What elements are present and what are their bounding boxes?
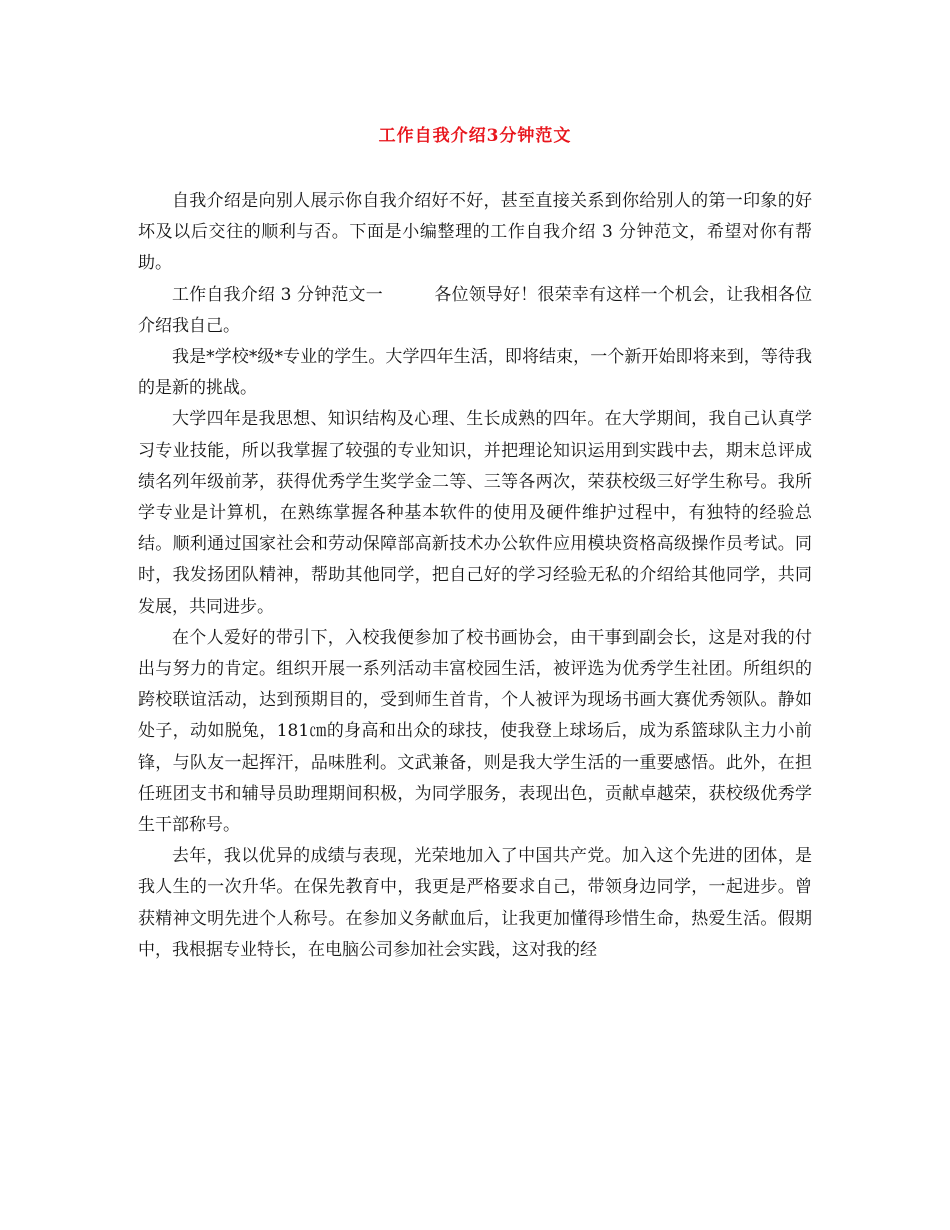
paragraph-hobbies: 在个人爱好的带引下，入校我便参加了校书画协会，由干事到副会长，这是对我的付出与努力的肯定。组织开展一系列活动丰富校园生活，被评选为优秀学生社团。所组织的跨校联谊活动，达到预期目的，受到师生首肯，个人被评为现场书画大赛优秀领队。静如处子，动如脱兔，181㎝的身高和出众的球技，使我登上球场后，成为系篮球队主力小前锋，与队友一起挥汗，品味胜利。文武兼备，则是我大学生活的一重要感悟。此外，在担任班团支书和辅导员助理期间积极，为同学服务，表现出色，贡献卓越荣，获校级优秀学生干部称号。	[138, 627, 812, 836]
document-title: 工作自我介绍3分钟范文	[378, 126, 572, 146]
paragraph-identity: 我是*学校*级*专业的学生。大学四年生活，即将结束，一个新开始即将来到，等待我的是新的挑战。	[138, 347, 812, 399]
paragraph-intro: 自我介绍是向别人展示你自我介绍好不好，甚至直接关系到你给别人的第一印象的好坏及以后交往的顺利与否。下面是小编整理的工作自我介绍 3 分钟范文，希望对你有帮助。	[138, 191, 812, 274]
paragraph-study: 大学四年是我思想、知识结构及心理、生长成熟的四年。在大学期间，我自己认真学习专业技能，所以我掌握了较强的专业知识，并把理论知识运用到实践中去，期末总评成绩名列年级前茅，获得优秀学生奖学金二等、三等各两次，荣获校级三好学生称号。我所学专业是计算机，在熟练掌握各种基本软件的使用及硬件维护过程中，有独特的经验总结。顺利通过国家社会和劳动保障部高新技术办公软件应用模块资格高级操作员考试。同时，我发扬团队精神，帮助其他同学，把自己好的学习经验无私的介绍给其他同学，共同发展，共同进步。	[138, 409, 812, 617]
document-body	[138, 186, 812, 966]
paragraph-greeting: 工作自我介绍 3 分钟范文一 各位领导好！很荣幸有这样一个机会，让我相各位介绍我自己。	[138, 284, 812, 336]
paragraph-party: 去年，我以优异的成绩与表现，光荣地加入了中国共产党。加入这个先进的团体，是我人生的一次升华。在保先教育中，我更是严格要求自己，带领身边同学，一起进步。曾获精神文明先进个人称号。在参加义务献血后，让我更加懂得珍惜生命，热爱生活。假期中，我根据专业特长，在电脑公司参加社会实践，这对我的经	[138, 846, 812, 960]
